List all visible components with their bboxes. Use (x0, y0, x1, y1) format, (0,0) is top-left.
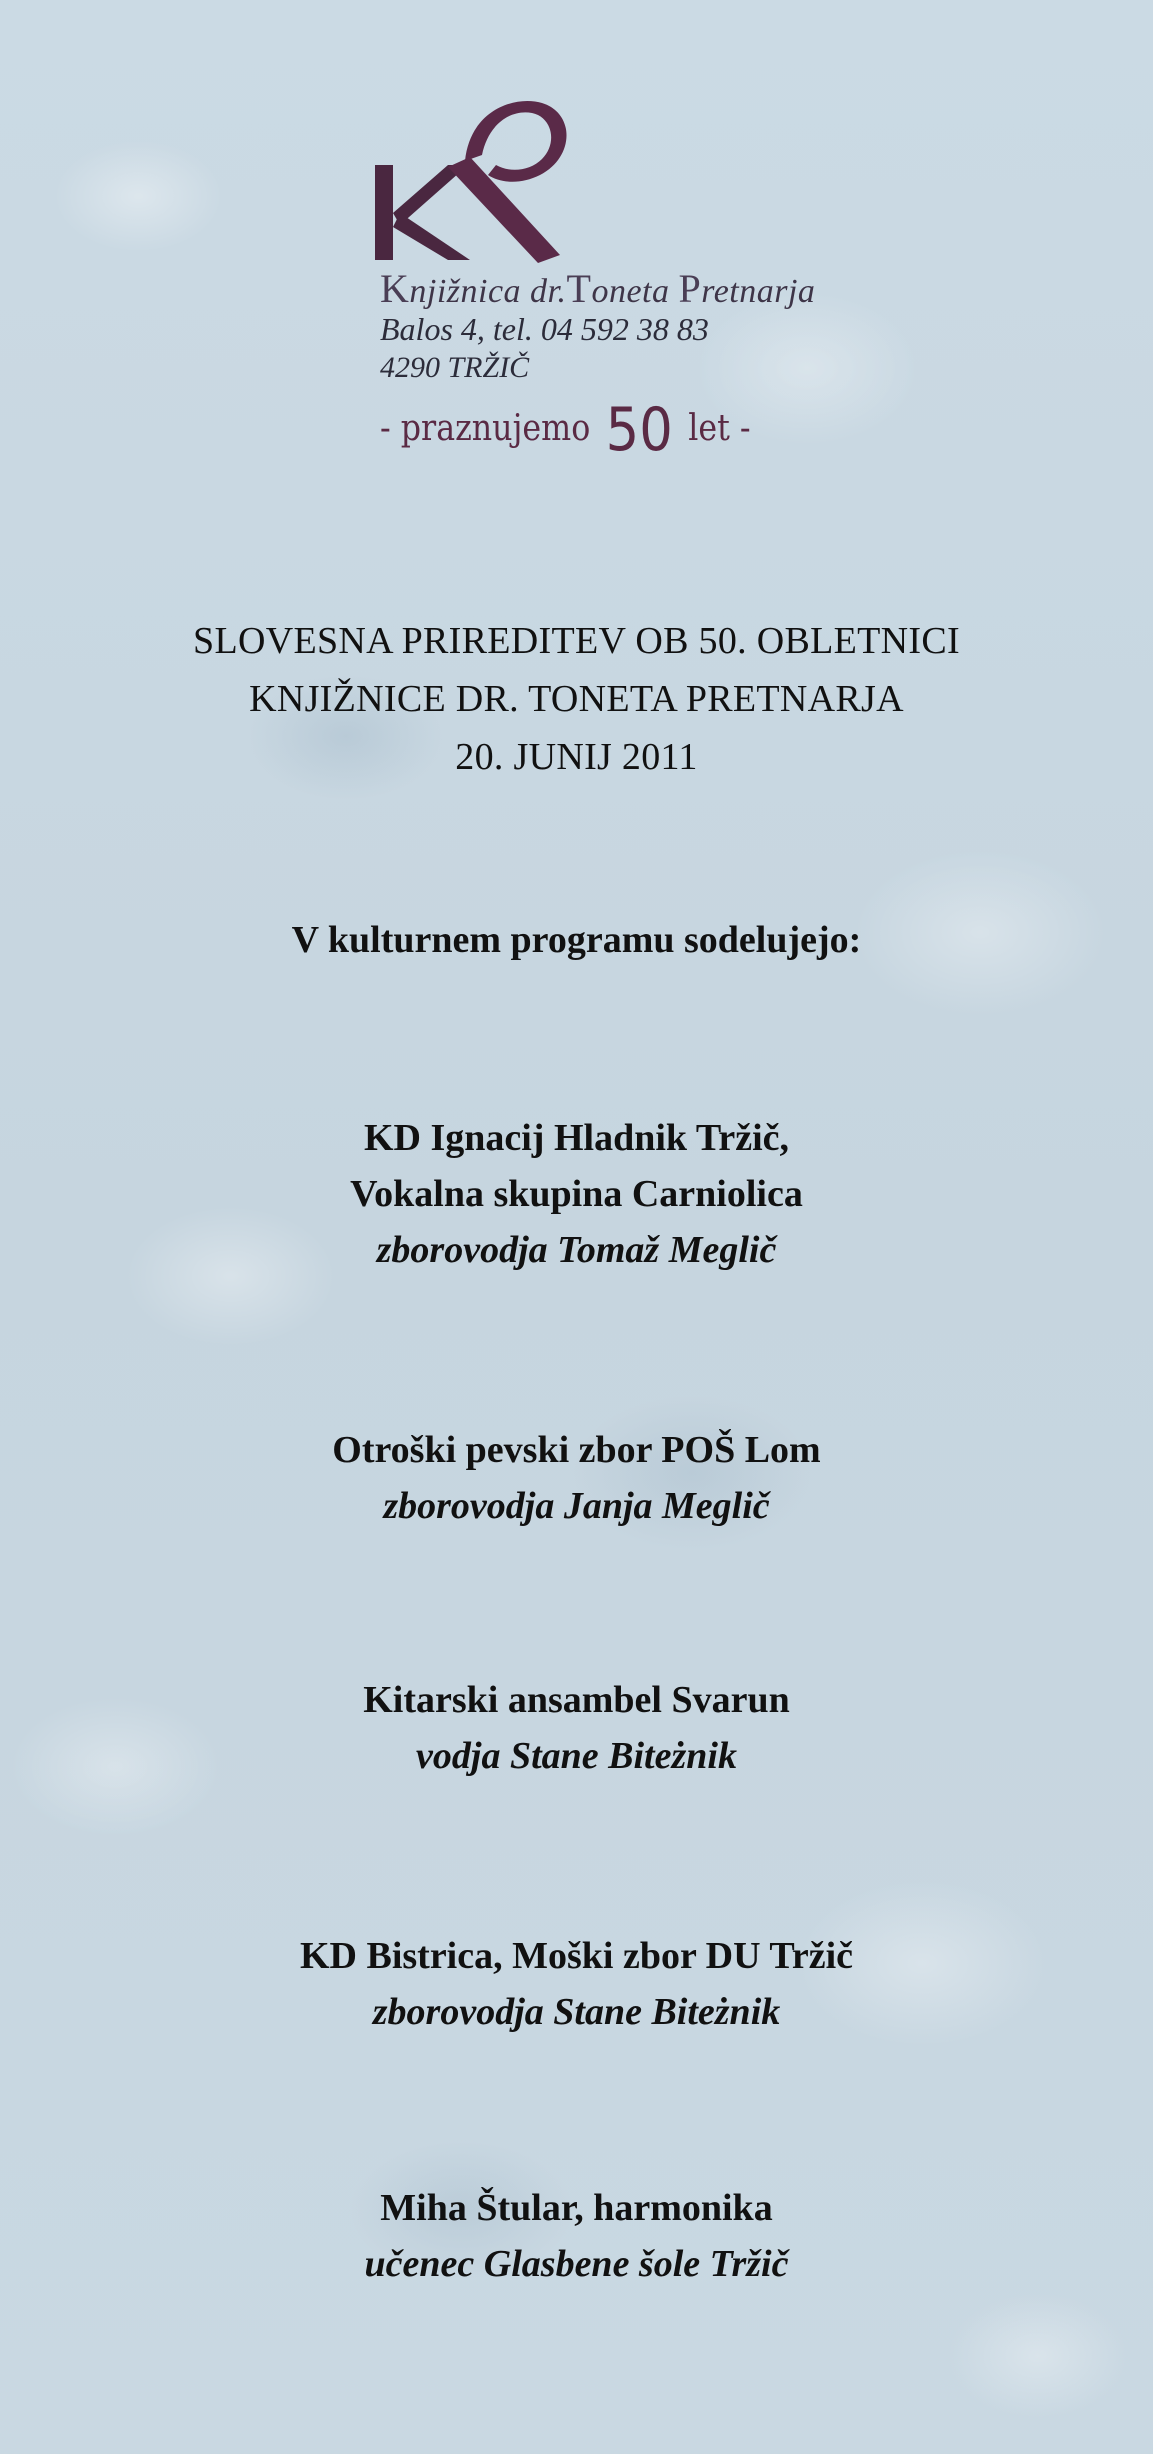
celebration-note: - praznujemo 50 let - (380, 395, 751, 465)
performer-entry (0, 1422, 1153, 1534)
performer-name: KD Ignacij Hladnik Tržič, (363, 1117, 790, 1159)
heading-line-2: KNJIŽNICE DR. TONETA PRETNARJA (249, 678, 904, 720)
performer-leader: zborovodja Stane Biteżnik (372, 1991, 781, 2033)
library-logo (370, 95, 600, 265)
performer-leader: učenec Glasbene šole Tržič (364, 2243, 789, 2285)
performer-entry (0, 1928, 1153, 2040)
performer-name: Kitarski ansambel Svarun (363, 1679, 790, 1721)
library-stamp (370, 95, 870, 475)
performer-leader: zborovodja Janja Meglič (383, 1485, 770, 1527)
performer-leader: vodja Stane Biteżnik (416, 1735, 737, 1777)
performer-name: Miha Štular, harmonika (380, 2187, 773, 2229)
performer-entry (0, 1110, 1153, 1278)
performer-entry (0, 1672, 1153, 1784)
library-name: Knjižnica dr.Toneta Pretnarja (380, 266, 816, 311)
program-intro: V kulturnem programu sodelujejo: (291, 919, 862, 961)
performer-name: Vokalna skupina Carniolica (350, 1173, 803, 1215)
event-heading (0, 612, 1153, 786)
event-date: 20. JUNIJ 2011 (455, 736, 698, 778)
library-city: 4290 TRŽIČ (380, 351, 530, 384)
library-address: Balos 4, tel. 04 592 38 83 (380, 311, 709, 347)
performer-leader: zborovodja Tomaž Meglič (376, 1229, 777, 1271)
performer-name: KD Bistrica, Moški zbor DU Tržič (299, 1935, 854, 1977)
performer-entry (0, 2180, 1153, 2292)
heading-line-1: SLOVESNA PRIREDITEV OB 50. OBLETNICI (193, 620, 960, 662)
performer-name: Otroški pevski zbor POŠ Lom (332, 1429, 821, 1471)
